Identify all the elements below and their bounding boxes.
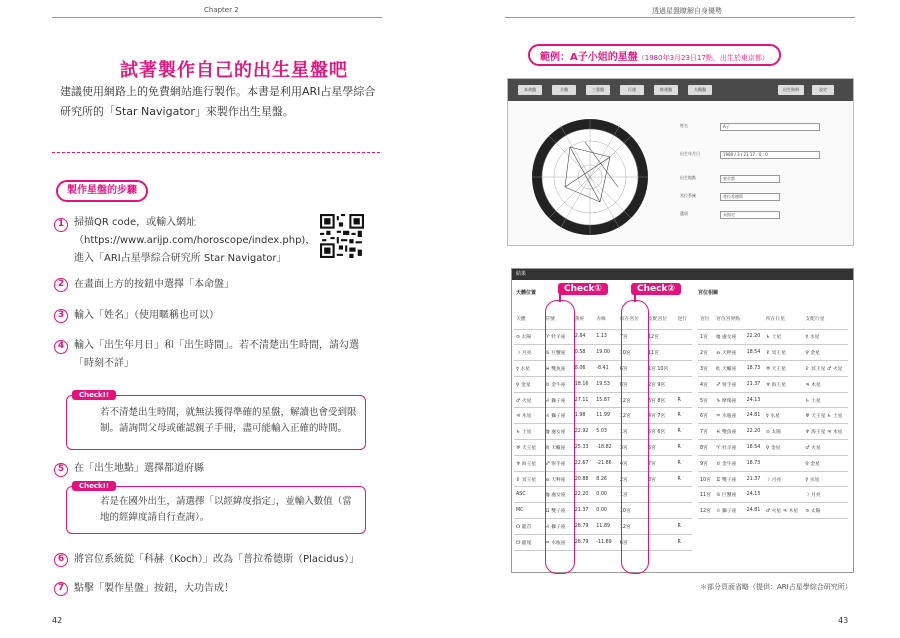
example-detail: （1980年3月23日17點，出生於東京都）: [637, 54, 769, 62]
dashed-divider: [52, 152, 380, 153]
field-label: 出生年月日: [680, 151, 700, 156]
table-cell: 22.20: [745, 424, 764, 440]
table-cell: 24.13: [745, 487, 764, 503]
results-title: 結果: [512, 269, 853, 280]
table-cell: 19.00: [594, 345, 618, 361]
table-cell: 22.92: [573, 424, 595, 440]
table-cell: ♌ 獅子座: [543, 392, 572, 408]
table-cell: ♉ 金牛座: [714, 455, 744, 471]
table-cell: ♍ 處女座: [714, 329, 744, 345]
table-cell: 21.37: [573, 503, 595, 519]
table-cell: 7宮: [618, 329, 646, 345]
step-number: 1: [54, 218, 68, 232]
table-cell: 1.98: [573, 408, 595, 424]
table-cell: [646, 487, 675, 503]
planet-row: [514, 361, 692, 377]
chart-wheel-icon: [530, 117, 650, 237]
table-cell: 12宮: [618, 392, 646, 408]
table-cell: 18.54: [745, 440, 764, 456]
table-cell: ♉ 金牛座: [543, 376, 572, 392]
input-form-screenshot: [507, 78, 854, 246]
table-cell: ☿ 水星: [803, 329, 848, 345]
table-cell: ☽ 月亮: [803, 487, 848, 503]
table-cell: -8.41: [594, 361, 618, 377]
table-cell: R: [675, 471, 692, 487]
table-cell: ♅ 天王星: [764, 361, 803, 377]
table-cell: 8宮: [698, 440, 714, 456]
check-tag: Check!!: [72, 390, 116, 400]
table-cell: 18.73: [745, 361, 764, 377]
table-cell: 18.16: [573, 376, 595, 392]
table-cell: 2.84: [573, 329, 595, 345]
houses-table: [698, 309, 848, 519]
table-cell: 0.00: [594, 503, 618, 519]
table-cell: 28.79: [573, 534, 595, 550]
page-number: 43: [838, 616, 849, 625]
table-cell: [646, 503, 675, 519]
planets-title: 天體位置: [516, 290, 537, 296]
table-cell: R: [675, 440, 692, 456]
house-row: [698, 376, 848, 392]
check-tag: Check!!: [72, 481, 116, 491]
toolbar: [508, 79, 853, 101]
chapter-header: Chapter 2: [204, 6, 239, 14]
table-cell: [646, 519, 675, 535]
table-cell: [675, 345, 692, 361]
table-cell: -11.89: [594, 534, 618, 550]
table-cell: ♃ 木星: [514, 408, 543, 424]
table-cell: ♐ 射手座: [714, 376, 744, 392]
birthplace-select[interactable]: 東京都: [720, 175, 780, 183]
table-cell: 10宮: [618, 345, 646, 361]
planet-row: [514, 440, 692, 456]
table-cell: 24.81: [745, 503, 764, 519]
house-row: [698, 329, 848, 345]
table-cell: ♊ 雙子座: [714, 471, 744, 487]
header-rule: [505, 17, 855, 18]
table-cell: ♒ 水瓶座: [714, 408, 744, 424]
step-number: 7: [54, 582, 68, 596]
planet-row: [514, 408, 692, 424]
table-cell: 3宮: [698, 361, 714, 377]
table-cell: 22.20: [573, 487, 595, 503]
table-cell: ♋ 巨蟹座: [543, 345, 572, 361]
table-cell: 12宮: [646, 329, 675, 345]
table-cell: 3宮 8宮: [646, 392, 675, 408]
table-cell: 1.13: [594, 329, 618, 345]
table-cell: ASC: [514, 487, 543, 503]
table-cell: ♑ 摩羯座: [714, 392, 744, 408]
table-cell: 3宮: [618, 440, 646, 456]
table-cell: ♀ 金星: [803, 455, 848, 471]
table-cell: 18.54: [745, 345, 764, 361]
house-row: [698, 487, 848, 503]
table-cell: ☿ 水星: [764, 408, 803, 424]
column-header: 逆行: [675, 309, 692, 329]
table-cell: 11.89: [594, 519, 618, 535]
table-cell: 12宮: [618, 408, 646, 424]
table-cell: ♂ 火星: [514, 392, 543, 408]
step-number: 4: [54, 340, 68, 354]
house-row: [698, 440, 848, 456]
field-label: 宮位系統: [680, 193, 696, 198]
column-header: 所在宮位: [618, 309, 646, 329]
table-cell: 8.26: [594, 471, 618, 487]
option-select[interactable]: 未指定: [720, 211, 780, 219]
step-text: 在畫面上方的按鈕中選擇「本命盤」: [74, 279, 234, 290]
field-label: 出生地點: [680, 175, 696, 180]
step-number: 6: [54, 553, 68, 567]
table-cell: [764, 392, 803, 408]
name-input[interactable]: A子: [720, 123, 820, 131]
planet-row: [514, 487, 692, 503]
table-cell: 5宮 6宮: [646, 424, 675, 440]
table-cell: [675, 376, 692, 392]
table-cell: 0.58: [573, 345, 595, 361]
table-cell: 7宮: [698, 424, 714, 440]
table-cell: 5.03: [594, 424, 618, 440]
table-cell: 2宮: [698, 345, 714, 361]
column-header: 所在行星: [764, 309, 803, 329]
table-cell: 15.87: [594, 392, 618, 408]
planet-row: [514, 455, 692, 471]
column-header: 黃經: [573, 309, 595, 329]
table-cell: R: [675, 424, 692, 440]
table-cell: 25.33: [573, 440, 595, 456]
table-cell: 18.73: [745, 455, 764, 471]
table-cell: ⊙ 太陽: [514, 329, 543, 345]
table-cell: ⊙ 太陽: [803, 503, 848, 519]
house-row: [698, 361, 848, 377]
table-cell: ♀ 金星: [803, 345, 848, 361]
check2-label: Check②: [631, 283, 681, 295]
table-cell: 4宮: [698, 376, 714, 392]
table-cell: 8宮: [618, 376, 646, 392]
house-row: [698, 424, 848, 440]
table-cell: ☋ 龍尾: [514, 534, 543, 550]
table-cell: ♄ 土星: [514, 424, 543, 440]
table-cell: 9宮: [698, 455, 714, 471]
table-cell: 24.81: [745, 408, 764, 424]
check1-label: Check①: [558, 283, 608, 295]
planet-row: [514, 392, 692, 408]
form-row: [680, 123, 730, 137]
table-cell: 6宮: [618, 361, 646, 377]
table-cell: ☽ 月亮: [764, 471, 803, 487]
table-cell: R: [675, 519, 692, 535]
page-number: 42: [52, 616, 63, 625]
house-row: [698, 408, 848, 424]
table-cell: 11.99: [594, 408, 618, 424]
page-header: 透過星盤瞭解自身優勢: [652, 7, 722, 15]
table-cell: ♈ 牡羊座: [543, 329, 572, 345]
table-cell: 10宮: [698, 471, 714, 487]
table-cell: 4宮 7宮: [646, 408, 675, 424]
table-cell: ♒ 水瓶座: [543, 534, 572, 550]
table-cell: ♂ 火星: [803, 440, 848, 456]
table-cell: ♃ 木星: [803, 376, 848, 392]
table-cell: 2宮 9宮: [646, 376, 675, 392]
intro-text: 建議使用網路上的免費網站進行製作。本書是利用ARI占星學綜合研究所的「Star Navigator」來製作出生星盤。: [60, 85, 376, 118]
step-number: 5: [54, 463, 68, 477]
table-cell: ♋ 巨蟹座: [714, 487, 744, 503]
table-cell: 20.88: [573, 471, 595, 487]
table-cell: ♇ 冥王星 ♂ 火星: [803, 361, 848, 377]
table-cell: ⊙ 太陽: [764, 424, 803, 440]
house-row: [698, 471, 848, 487]
table-cell: 28.79: [573, 519, 595, 535]
houses-title: 宮位相關: [698, 290, 719, 296]
planet-row: [514, 534, 692, 550]
steps-heading: 製作星盤的步驟: [56, 180, 148, 202]
tab-synastry[interactable]: 合盤: [552, 85, 576, 95]
table-cell: ☿ 水星: [514, 361, 543, 377]
planet-row: [514, 471, 692, 487]
tab-solar[interactable]: 太陽盤: [688, 85, 712, 95]
table-cell: 7宮: [646, 455, 675, 471]
step-text: 將宮位系統從「科赫（Koch）」改為「普拉希德斯（Placidus）」: [74, 554, 360, 565]
check-note-text: 若不清楚出生時間，就無法獲得準確的星盤，解讀也會受到限制。請詢問父母或確認親子手冊，盡可能輸入正確的時間。: [100, 407, 357, 434]
table-cell: ♅ 天王星 ♄ 土星: [803, 408, 848, 424]
house-row: [698, 455, 848, 471]
table-cell: ☿ 水星: [803, 471, 848, 487]
field-label: 姓名: [680, 123, 688, 128]
table-cell: ♄ 土星: [764, 329, 803, 345]
table-cell: 5宮: [698, 392, 714, 408]
table-cell: R: [675, 408, 692, 424]
table-cell: R: [675, 455, 692, 471]
house-row: [698, 392, 848, 408]
table-cell: 6宮: [646, 440, 675, 456]
table-cell: 3宮: [646, 471, 675, 487]
page-title: 試著製作自己的出生星盤吧: [120, 60, 348, 81]
house-row: [698, 345, 848, 361]
table-cell: -21.86: [594, 455, 618, 471]
planet-row: [514, 424, 692, 440]
table-cell: MC: [514, 503, 543, 519]
step-number: 2: [54, 278, 68, 292]
form-row: [680, 211, 735, 225]
table-cell: 21.37: [745, 471, 764, 487]
table-cell: [675, 329, 692, 345]
table-cell: ♄ 土星: [803, 392, 848, 408]
step-text: 點擊「製作星盤」按鈕，大功告成！: [74, 583, 234, 594]
table-cell: ♏ 天蠍座: [543, 440, 572, 456]
table-cell: ♍ 處女座: [543, 487, 572, 503]
table-cell: ♊ 雙子座: [543, 503, 572, 519]
table-cell: ♇ 冥王星: [514, 471, 543, 487]
table-cell: ☊ 龍首: [514, 519, 543, 535]
table-cell: 12宮: [698, 503, 714, 519]
table-cell: 1宮: [698, 329, 714, 345]
form-row: [680, 151, 768, 165]
table-cell: ♅ 天王星: [514, 440, 543, 456]
tab-natal[interactable]: 本命盤: [518, 85, 542, 95]
column-header: [745, 309, 764, 329]
planet-row: [514, 503, 692, 519]
table-cell: 27.11: [573, 392, 595, 408]
planet-row: [514, 519, 692, 535]
table-cell: ♏ 天蠍座: [714, 361, 744, 377]
table-cell: ♌ 獅子座: [543, 519, 572, 535]
table-cell: 4宮: [618, 455, 646, 471]
table-cell: ♌ 獅子座: [543, 408, 572, 424]
planet-row: [514, 329, 692, 345]
table-cell: 1宮: [618, 424, 646, 440]
table-cell: 21.37: [745, 376, 764, 392]
column-header: 宮位宮界點: [714, 309, 744, 329]
column-header: 支配宮位: [646, 309, 675, 329]
table-cell: ♇ 冥王星: [764, 345, 803, 361]
tab-transit[interactable]: 行運: [620, 85, 644, 95]
column-header: 赤緯: [594, 309, 618, 329]
table-cell: 22.20: [745, 329, 764, 345]
table-cell: ♓ 雙魚座: [543, 361, 572, 377]
table-cell: 1宮: [618, 487, 646, 503]
table-cell: ♎ 天秤座: [714, 345, 744, 361]
table-cell: [764, 455, 803, 471]
step-text: 輸入「姓名」（使用暱稱也可以）: [74, 310, 219, 321]
column-header: 天體: [514, 309, 543, 329]
table-cell: 11宮: [646, 345, 675, 361]
check2-highlight: [621, 300, 649, 574]
birthdate-input[interactable]: 1980 / 3 / 23 17 : 0 : 0: [720, 151, 820, 159]
table-cell: 22.67: [573, 455, 595, 471]
table-cell: ♆ 海王星: [764, 376, 803, 392]
field-label: 選項: [680, 211, 688, 216]
step-number: 3: [54, 309, 68, 323]
table-cell: [646, 534, 675, 550]
example-label: 範例：A子小姐的星盤: [540, 52, 638, 63]
table-cell: 1宮 10宮: [646, 361, 675, 377]
table-cell: ♆ 海王星 ♃ 木星: [803, 424, 848, 440]
table-cell: 6宮: [698, 408, 714, 424]
planet-row: [514, 376, 692, 392]
table-cell: ♐ 射手座: [543, 455, 572, 471]
table-cell: 24.13: [745, 392, 764, 408]
table-cell: ♀ 金星: [764, 440, 803, 456]
check-note-text: 若是在國外出生，請選擇「以經緯度指定」，並輸入數值（當地的經緯度請自行查詢）。: [100, 496, 352, 523]
table-cell: ♓ 雙魚座: [714, 424, 744, 440]
column-header: 宮位: [698, 309, 714, 329]
table-cell: [675, 503, 692, 519]
column-header: 支配行星: [803, 309, 848, 329]
table-cell: ♎ 天秤座: [543, 471, 572, 487]
house-system-select[interactable]: 普拉希德斯: [720, 193, 780, 201]
table-cell: ♀ 金星: [514, 376, 543, 392]
table-cell: 19.53: [594, 376, 618, 392]
step-text: 在「出生地點」選擇都道府縣: [74, 463, 204, 474]
step-text: 輸入「出生年月日」和「出生時間」。若不清楚出生時間，請勾選「時刻不詳」: [74, 340, 359, 369]
house-row: [698, 503, 848, 519]
table-cell: 12宮: [618, 519, 646, 535]
footnote: ＊部分頁面省略（提供：ARI占星學綜合研究所）: [700, 583, 852, 591]
settings-button[interactable]: 設定: [812, 85, 834, 95]
table-cell: 8.06: [573, 361, 595, 377]
table-cell: R: [675, 534, 692, 550]
table-cell: ☽ 月亮: [514, 345, 543, 361]
birth-data-button[interactable]: 出生資料: [778, 85, 804, 95]
table-cell: [675, 361, 692, 377]
planets-table: [514, 309, 692, 551]
table-cell: ♈ 牡羊座: [714, 440, 744, 456]
form-row: [680, 175, 735, 189]
table-cell: 6宮: [618, 534, 646, 550]
header-rule: [52, 17, 382, 18]
step-text: 掃描QR code，或輸入網址（https://www.arijp.com/horoscope/index.php)，進入「ARI占星學綜合研究所 Star Navigator」: [74, 217, 316, 264]
example-heading: [528, 44, 781, 66]
column-header: 符號: [543, 309, 572, 329]
planet-row: [514, 345, 692, 361]
qr-code-icon[interactable]: [320, 214, 364, 258]
table-cell: -18.82: [594, 440, 618, 456]
table-cell: ♂ 火星 ♃ 木星: [764, 503, 803, 519]
check1-highlight: [545, 300, 575, 574]
table-cell: ♍ 處女座: [543, 424, 572, 440]
table-cell: 2宮: [618, 471, 646, 487]
table-cell: ♆ 海王星: [514, 455, 543, 471]
tab-triple[interactable]: 三重盤: [586, 85, 610, 95]
table-cell: [764, 487, 803, 503]
table-cell: 11宮: [698, 487, 714, 503]
form-row: [680, 193, 743, 207]
table-cell: 10宮: [618, 503, 646, 519]
table-cell: R: [675, 392, 692, 408]
table-cell: 0.00: [594, 487, 618, 503]
table-cell: ♌ 獅子座: [714, 503, 744, 519]
tab-progression[interactable]: 推運盤: [654, 85, 678, 95]
table-cell: [675, 487, 692, 503]
